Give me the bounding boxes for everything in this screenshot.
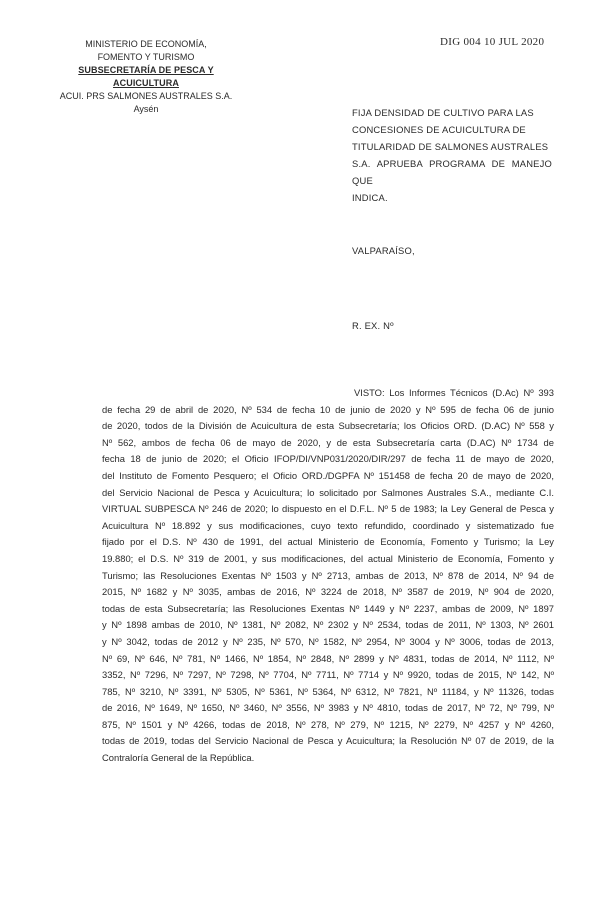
body-line: de 2020, todos de la División de Acuicultura de esta Subsecretaría; los Oficios ORD. (D.AC) Nº 558 y xyxy=(102,420,554,432)
body-line: del Servicio Nacional de Pesca y Acuicultura; lo solicitado por Salmones Australes S.A., mediante C.I. xyxy=(102,486,554,498)
subject-block xyxy=(352,104,552,206)
ministry-line-2: FOMENTO Y TURISMO xyxy=(97,52,195,62)
subject-line: S.A. APRUEBA PROGRAMA DE MANEJO QUE xyxy=(352,158,552,186)
body-line: 875, Nº 1501 y Nº 4266, todas de 2018, Nº 278, Nº 279, Nº 1215, Nº 2279, Nº 4257 y Nº 4260, xyxy=(102,718,554,730)
subject-line: TITULARIDAD DE SALMONES AUSTRALES xyxy=(352,141,549,152)
addressee: ACUI. PRS SALMONES AUSTRALES S.A. xyxy=(59,91,233,101)
body-line: 3352, Nº 7296, Nº 7297, Nº 7298, Nº 7704, Nº 7711, Nº 7714 y Nº 9920, todas de 2015, Nº 142, Nº xyxy=(102,669,554,681)
body-line: Nº 562, ambos de fecha 06 de mayo de 2020, y de esta Subsecretaría carta (D.AC) Nº 1734 de xyxy=(102,436,554,448)
body-line: y Nº 1898 ambas de 2010, Nº 1381, Nº 2082, Nº 2302 y Nº 2534, todas de 2011, Nº 1303, Nº 2601 xyxy=(102,619,554,631)
body-line: 785, Nº 3210, Nº 3391, Nº 5305, Nº 5361, Nº 5364, Nº 6312, Nº 7821, Nº 11184, y Nº 11326, todas xyxy=(102,685,554,697)
subject-line: FIJA DENSIDAD DE CULTIVO PARA LAS xyxy=(352,107,534,118)
subject-line: INDICA. xyxy=(352,192,388,203)
body-line: de fecha 29 de abril de 2020, Nº 534 de fecha 10 de junio de 2020 y Nº 595 de fecha 06 de junio xyxy=(102,403,554,415)
body-line: Turismo; las Resoluciones Exentas Nº 1503 y Nº 2713, ambas de 2013, Nº 878 de 2014, Nº 94 de xyxy=(102,569,554,581)
body-line: fecha 18 de junio de 2020; el Oficio IFOP/DI/VNP031/2020/DIR/297 de fecha 11 de mayo de 2020, xyxy=(102,453,554,465)
body-line: VIRTUAL SUBPESCA Nº 246 de 2020; lo dispuesto en el D.F.L. Nº 5 de 1983; la Ley General de Pesca y xyxy=(102,503,554,515)
body-line: VISTO: Los Informes Técnicos (D.Ac) Nº 393 xyxy=(354,387,554,398)
place-name: VALPARAÍSO, xyxy=(352,245,415,256)
ministry-line-1: MINISTERIO DE ECONOMÍA, xyxy=(85,39,207,49)
body-line: 2015, Nº 1682 y Nº 3035, ambas de 2016, Nº 3224 de 2018, Nº 3587 de 2019, Nº 904 de 2020, xyxy=(102,586,554,598)
region: Aysén xyxy=(133,104,159,114)
resolution-number-label: R. EX. Nº xyxy=(352,320,394,331)
document-code: DIG 004 10 JUL 2020 xyxy=(440,36,545,48)
body-line: todas de esta Subsecretaría; las Resoluciones Exentas Nº 1449 y Nº 2237, ambas de 2009, Nº 1897 xyxy=(102,602,554,614)
letterhead xyxy=(46,38,246,116)
body-line: Nº 69, Nº 646, Nº 781, Nº 1466, Nº 1854, Nº 2848, Nº 2899 y Nº 4831, todas de 2014, Nº 1112, Nº xyxy=(102,652,554,664)
body-line: todas de 2019, todas del Servicio Nacional de Pesca y Acuicultura; la Resolución Nº 07 de 2019, de la xyxy=(102,735,554,747)
body-line: Acuicultura Nº 18.892 y sus modificaciones, cuyo texto refundido, coordinado y sistematizado fue xyxy=(102,519,554,531)
body-line: 19.880; el D.S. Nº 319 de 2001, y sus modificaciones, del actual Ministerio de Economía, Fomento y xyxy=(102,552,554,564)
body-line: de 2016, Nº 1649, Nº 1650, Nº 3460, Nº 3556, Nº 3983 y Nº 4810, todas de 2017, Nº 72, Nº 799, Nº xyxy=(102,702,554,714)
body-line: del Instituto de Fomento Pesquero; el Oficio ORD./DGPFA Nº 151458 de fecha 20 de mayo de 2020, xyxy=(102,469,554,481)
body-line: fijado por el D.S. Nº 430 de 1991, del actual Ministerio de Economía, Fomento y Turismo; la Ley xyxy=(102,536,554,548)
body-text xyxy=(102,385,554,767)
subsecretaria-name: SUBSECRETARÍA DE PESCA Y ACUICULTURA xyxy=(78,65,214,88)
subject-line: CONCESIONES DE ACUICULTURA DE xyxy=(352,124,526,135)
body-line: y Nº 3042, todas de 2012 y Nº 235, Nº 570, Nº 1582, Nº 2954, Nº 3004 y Nº 3006, todas de 2013, xyxy=(102,635,554,647)
body-line: Contraloría General de la República. xyxy=(102,752,255,764)
